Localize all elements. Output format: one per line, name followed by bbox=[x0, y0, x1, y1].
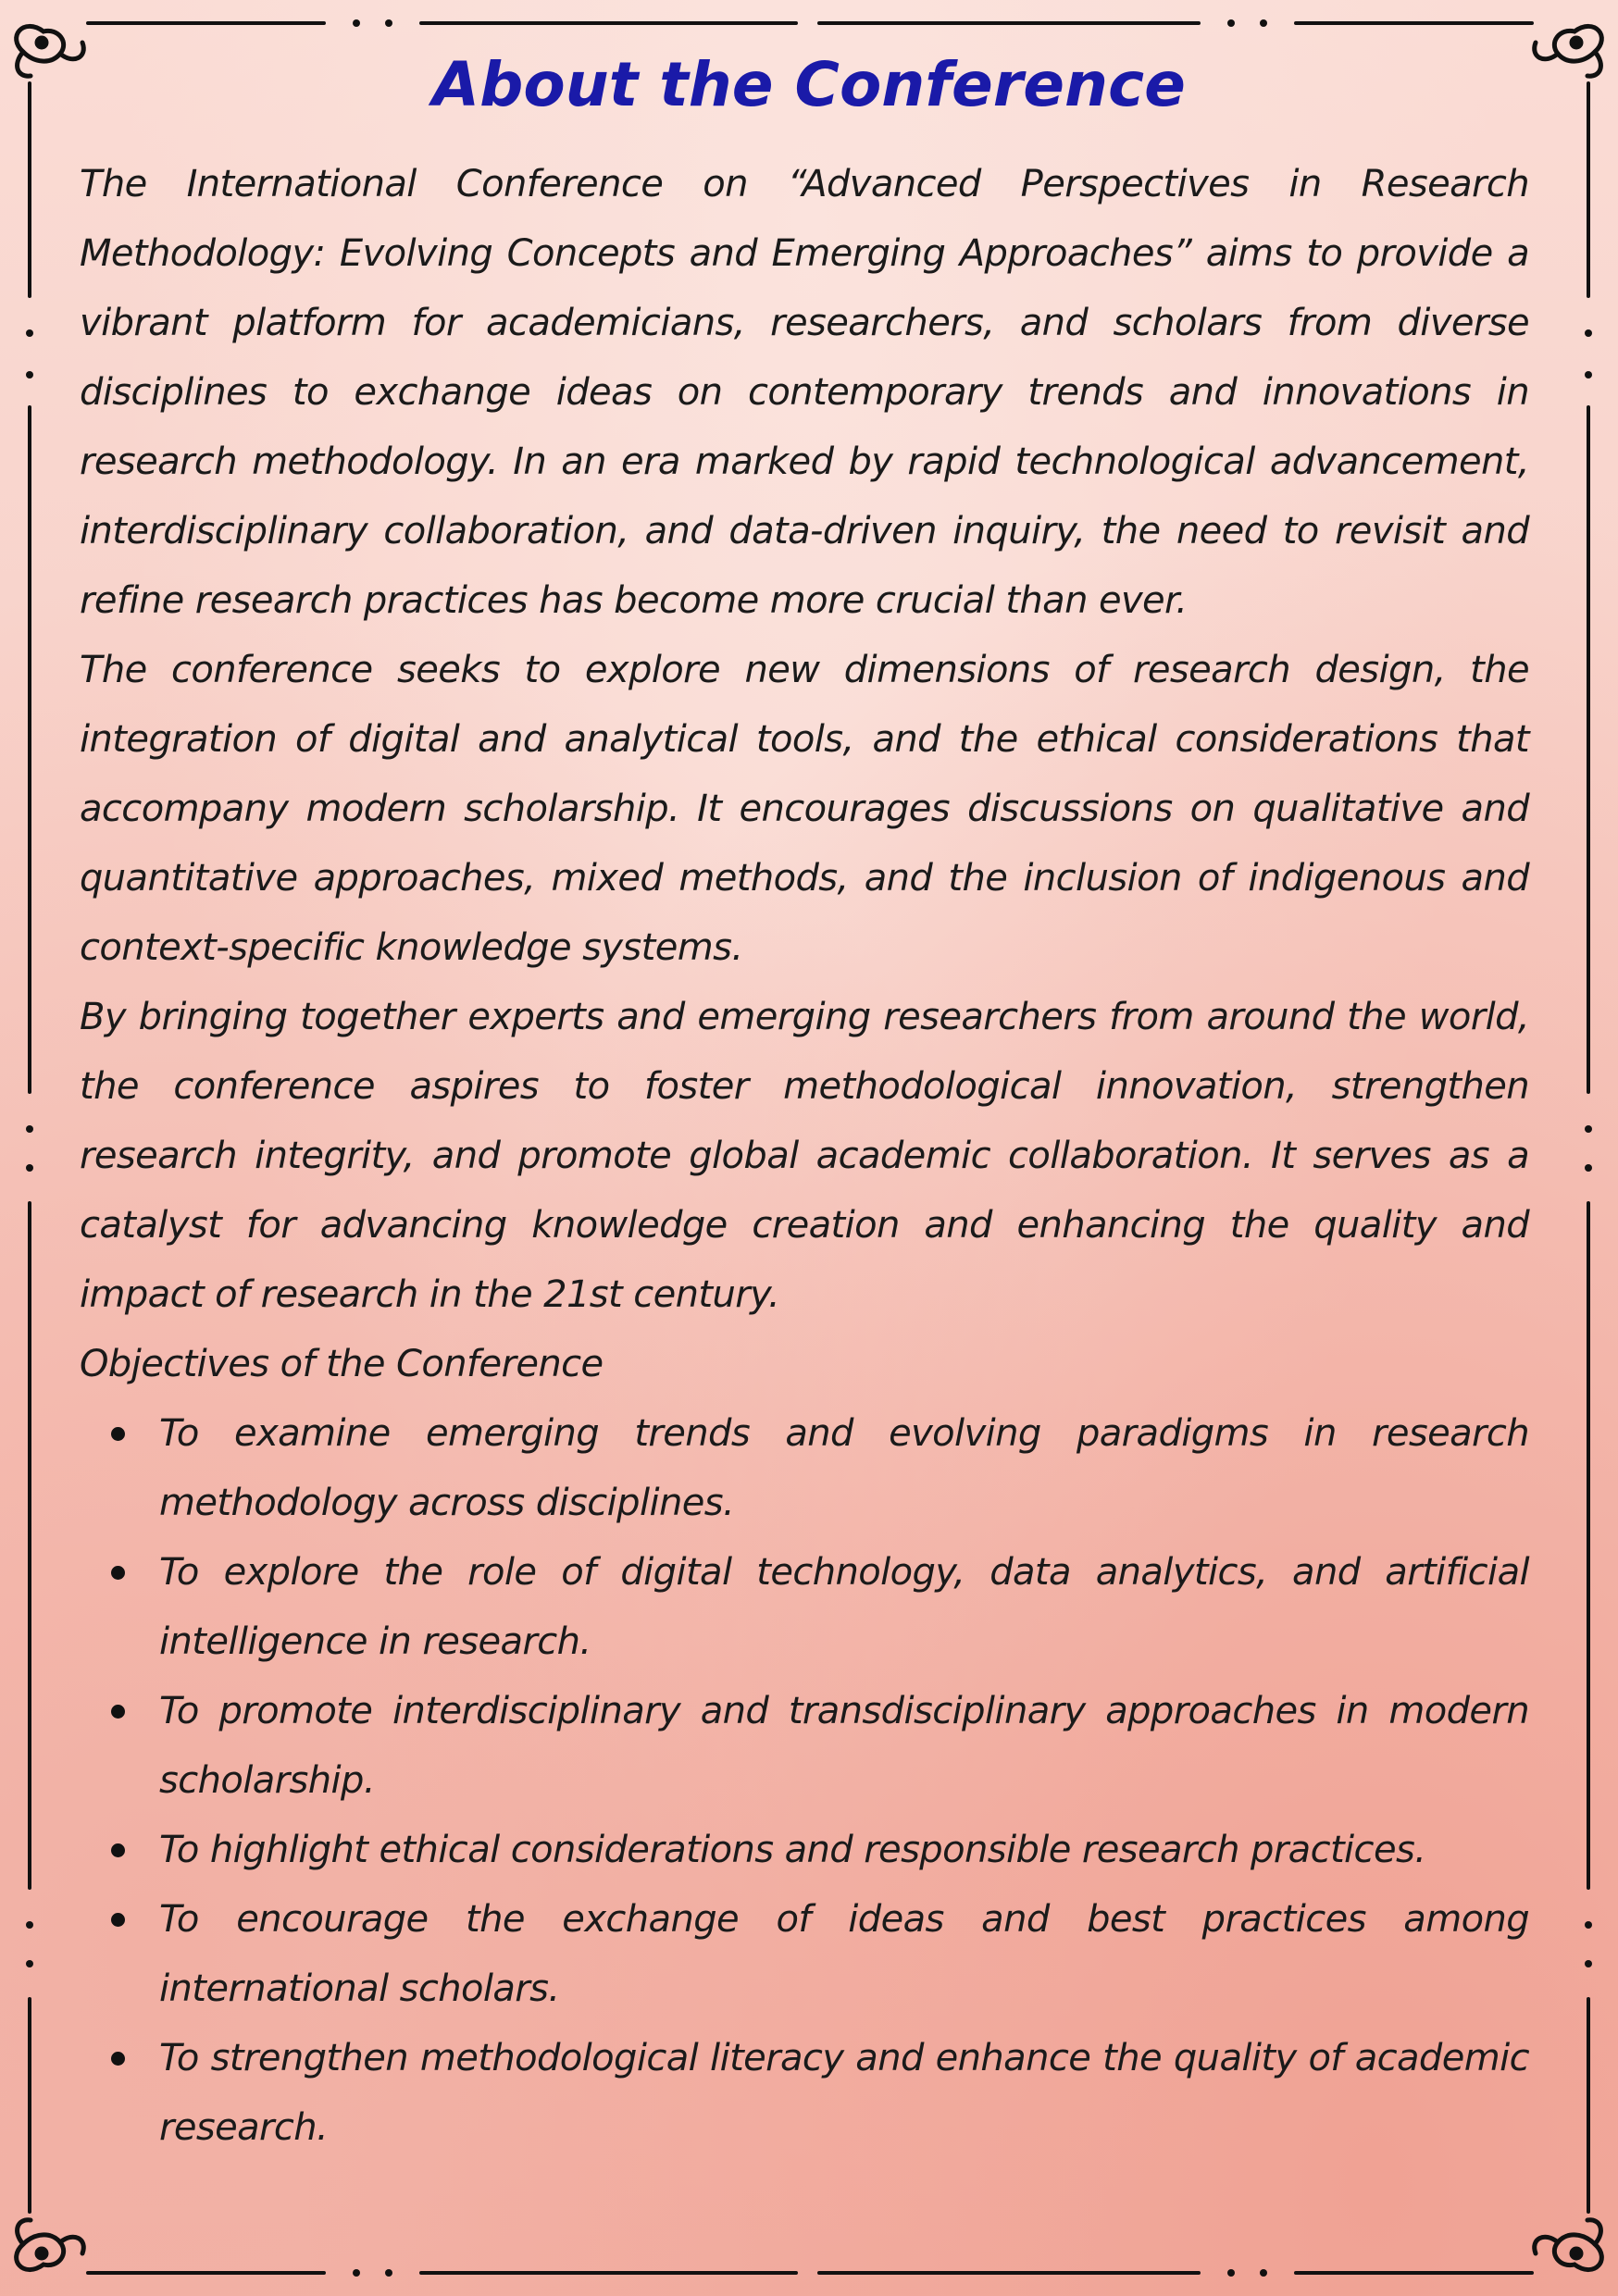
objective-item: To encourage the exchange of ideas and best practices among international scholars. bbox=[159, 1885, 1529, 2024]
conference-goals-paragraph: The conference seeks to explore new dimensions of research design, the integration of digital and analytical tools, and the ethical considerations that accompany modern scholarship. It encourages discussions on qualitative and quantitative approaches, mixed methods, and the inclusion of indigenous and context-specific knowledge systems. bbox=[80, 649, 1529, 969]
objectives-list bbox=[80, 1399, 1529, 2163]
page-title: About the Conference bbox=[432, 49, 1186, 120]
objective-item: To promote interdisciplinary and transdisciplinary approaches in modern scholarship. bbox=[159, 1677, 1529, 1816]
objective-item: To examine emerging trends and evolving paradigms in research methodology across disciplines. bbox=[159, 1399, 1529, 1538]
intro-paragraph: The International Conference on “Advanced Perspectives in Research Methodology: Evolving Concepts and Emerging Approaches” aims to provide a vibrant platform for academicians, researchers, and scholars from diverse disciplines to exchange ideas on contemporary trends and innovations in research methodology. In an era marked by rapid technological advancement, interdisciplinary collaboration, and data-driven inquiry, the need to revisit and refine research practices has become more crucial than ever. bbox=[80, 163, 1529, 622]
objective-item: To highlight ethical considerations and responsible research practices. bbox=[159, 1816, 1529, 1885]
main-content bbox=[80, 150, 1529, 2163]
objectives-heading: Objectives of the Conference bbox=[80, 1343, 604, 1385]
objective-item: To strengthen methodological literacy and enhance the quality of academic research. bbox=[159, 2024, 1529, 2163]
objective-item: To explore the role of digital technology, data analytics, and artificial intelligence in research. bbox=[159, 1538, 1529, 1677]
conference-vision-paragraph: By bringing together experts and emerging researchers from around the world, the conference aspires to foster methodological innovation, strengthen research integrity, and promote global academic collaboration. It serves as a catalyst for advancing knowledge creation and enhancing the quality and impact of research in the 21st century. bbox=[80, 996, 1529, 1316]
